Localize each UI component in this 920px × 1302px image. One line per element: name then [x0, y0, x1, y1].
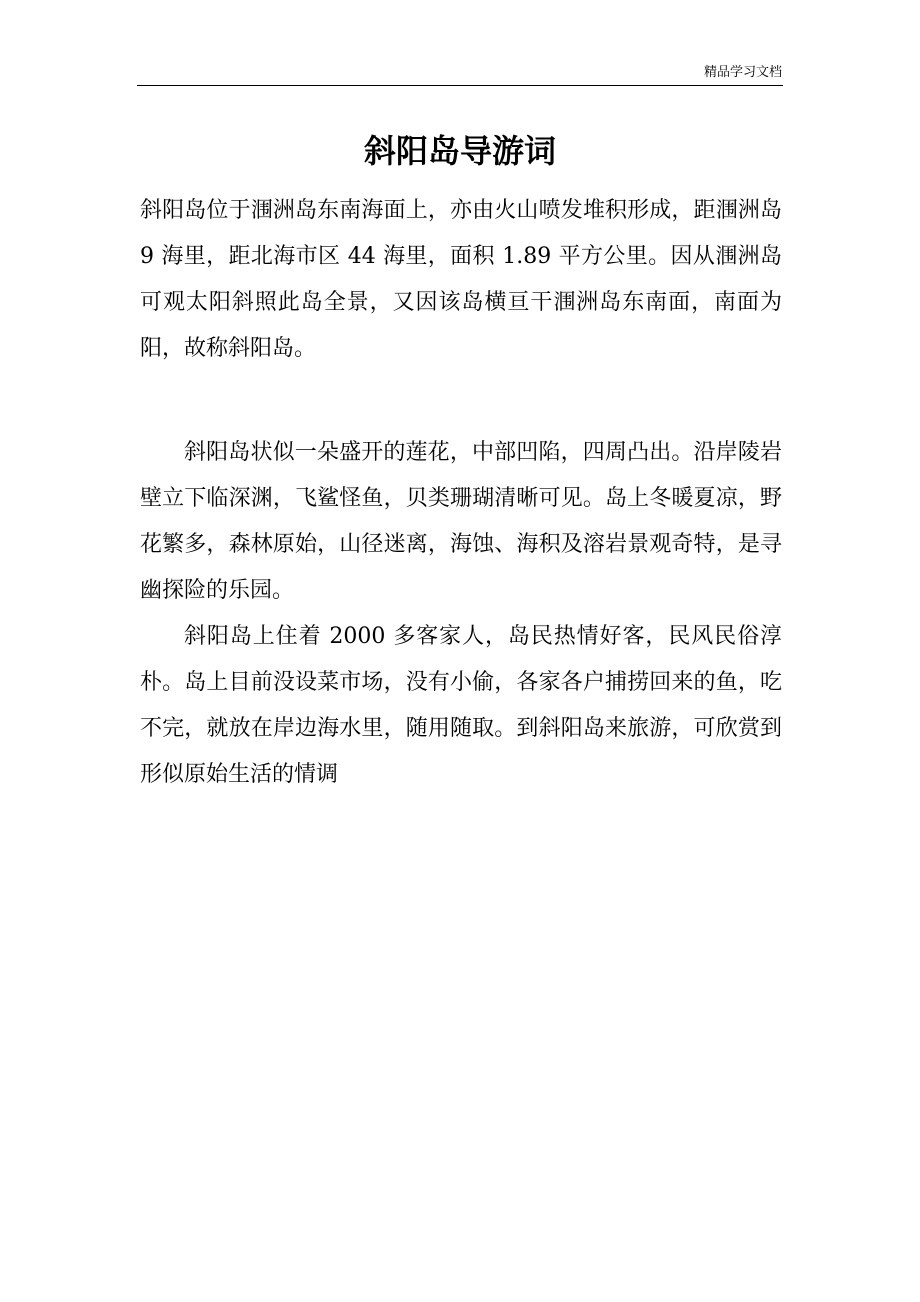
paragraph-spacer: [140, 418, 782, 430]
header-note: 精品学习文档: [703, 65, 782, 80]
paragraph-intro: 斜阳岛位于涠洲岛东南海面上，亦由火山喷发堆积形成，距涠洲岛 9 海里，距北海市区 44 海里，面积 1.89 平方公里。因从涠洲岛可观太阳斜照此岛全景，又因该岛横亘干涠洲岛东南面，南面为阳，故称斜阳岛。: [140, 198, 782, 361]
header-divider: [137, 85, 783, 86]
paragraph-landscape: 斜阳岛状似一朵盛开的莲花，中部凹陷，四周凸出。沿岸陵岩壁立下临深渊，飞鲨怪鱼，贝类珊瑚清晰可见。岛上冬暖夏凉，野花繁多，森林原始，山径迷离，海蚀、海积及溶岩景观奇特，是寻幽探险的乐园。: [140, 440, 782, 603]
document-title: 斜阳岛导游词: [363, 132, 556, 170]
paragraph-residents: 斜阳岛上住着 2000 多客家人，岛民热情好客，民风民俗淳朴。岛上目前没设菜市场，没有小偷，各家各户捕捞回来的鱼，吃不完，就放在岸边海水里，随用随取。到斜阳岛来旅游，可欣赏到形似原始生活的情调: [140, 624, 782, 787]
document-body: [140, 188, 782, 798]
blank-line: [140, 372, 782, 418]
